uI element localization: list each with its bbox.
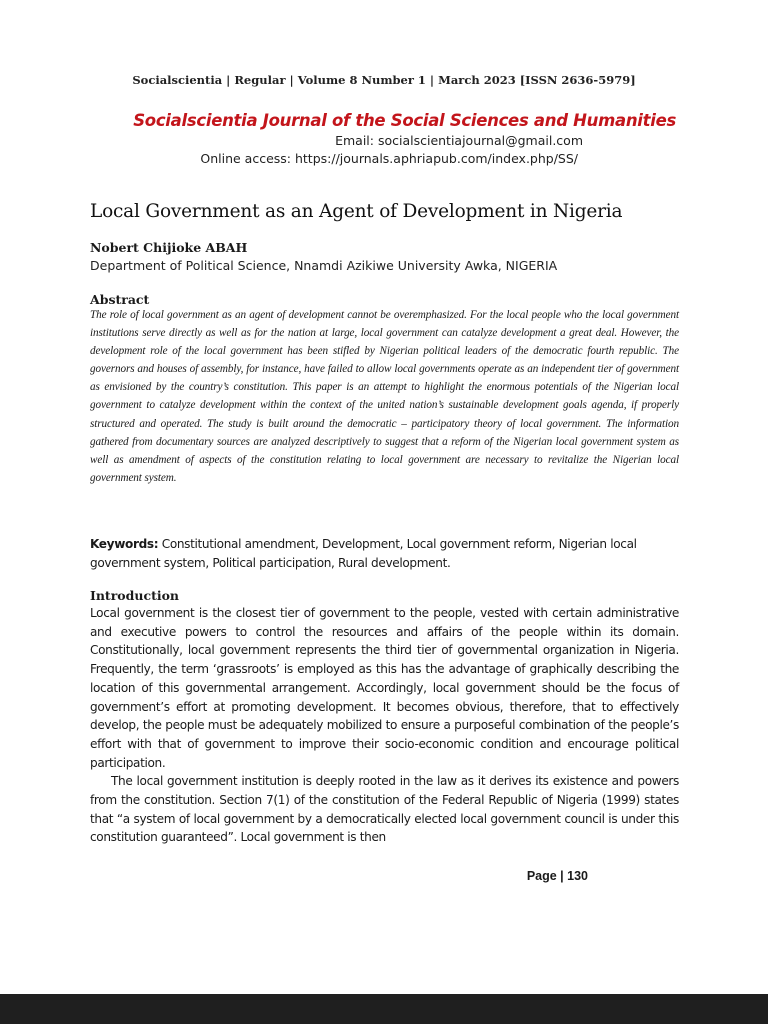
journal-email: Email: socialscientiajournal@gmail.com bbox=[335, 133, 583, 148]
page-number: Page | 130 bbox=[526, 869, 588, 883]
journal-name: Socialscientia Journal of the Social Sciences and Humanities bbox=[133, 111, 676, 130]
author-name: Nobert Chijioke ABAH bbox=[90, 240, 248, 255]
journal-online-access: Online access: https://journals.aphriapub.com/index.php/SS/ bbox=[200, 151, 578, 166]
keywords-text: Constitutional amendment, Development, Local government reform, Nigerian local government system, Political participation, Rural development. bbox=[90, 537, 637, 570]
keywords-label: Keywords: bbox=[90, 537, 159, 551]
introduction-body bbox=[90, 604, 679, 847]
running-header: Socialscientia | Regular | Volume 8 Number 1 | March 2023 [ISSN 2636-5979] bbox=[132, 73, 636, 87]
keywords bbox=[90, 535, 679, 573]
author-affiliation: Department of Political Science, Nnamdi Azikiwe University Awka, NIGERIA bbox=[90, 258, 558, 273]
introduction-paragraph-1: Local government is the closest tier of government to the people, vested with certain administrative and executive powers to control the resources and affairs of the people within its domain. Constitutionally, local government represents the third tier of governmental organization in Nigeria. Frequently, the term ‘grassroots’ is employed as this has the advantage of graphically describing the location of this governmental arrangement. Accordingly, local government should be the focus of government’s effort at promoting development. It becomes obvious, therefore, that to effectively develop, the people must be adequately mobilized to ensure a purposeful combination of the people’s effort with that of government to improve their socio-economic condition and encourage political participation. bbox=[90, 606, 679, 770]
paper-title: Local Government as an Agent of Development in Nigeria bbox=[90, 201, 623, 222]
introduction-paragraph-2: The local government institution is deeply rooted in the law as it derives its existence and powers from the constitution. Section 7(1) of the constitution of the Federal Republic of Nigeria (1999) states that “a system of local government by a democratically elected local government council is under this constitution guaranteed”. Local government is then bbox=[90, 774, 679, 845]
abstract-text: The role of local government as an agent of development cannot be overemphasized. For the local people who the local government institutions serve directly as well as for the nation at large, local government can catalyze development a great deal. However, the development role of the local government has been stifled by Nigerian political leaders of the democratic fourth republic. The governors and houses of assembly, for instance, have failed to allow local governments operate as an independent tier of government as envisioned by the country’s constitution. This paper is an attempt to highlight the enormous potentials of the Nigerian local government to catalyze development within the context of the united nation’s sustainable development goals agenda, if properly structured and operated. The study is built around the democratic – participatory theory of local government. The information gathered from documentary sources are analyzed descriptively to suggest that a reform of the Nigerian local government system as well as amendment of aspects of the constitution relating to local government are necessary to revitalize the Nigerian local government system. bbox=[90, 309, 679, 484]
abstract-heading: Abstract bbox=[90, 292, 150, 307]
introduction-heading: Introduction bbox=[90, 588, 180, 603]
